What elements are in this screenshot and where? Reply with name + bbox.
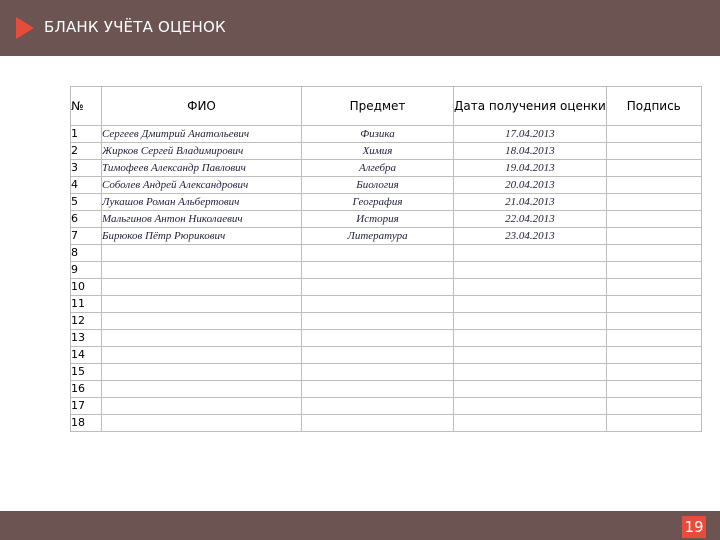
cell-date [454, 296, 607, 313]
cell-fio: Соболев Андрей Александрович [102, 177, 302, 194]
header-signature: Подпись [606, 87, 701, 126]
cell-subject [302, 330, 454, 347]
cell-subject [302, 364, 454, 381]
cell-date [454, 398, 607, 415]
cell-signature [606, 194, 701, 211]
cell-fio [102, 296, 302, 313]
row-number: 11 [71, 296, 102, 313]
table-row [71, 364, 702, 381]
cell-fio [102, 398, 302, 415]
table-row [71, 211, 702, 228]
cell-date [454, 347, 607, 364]
title-bar [0, 0, 720, 56]
table-header-row [71, 87, 702, 126]
cell-date [454, 313, 607, 330]
cell-fio [102, 313, 302, 330]
header-fio: ФИО [102, 87, 302, 126]
cell-date: 22.04.2013 [454, 211, 607, 228]
table-row [71, 415, 702, 432]
cell-signature [606, 262, 701, 279]
row-number: 3 [71, 160, 102, 177]
table-row [71, 381, 702, 398]
cell-signature [606, 126, 701, 143]
cell-fio: Тимофеев Александр Павлович [102, 160, 302, 177]
cell-date: 23.04.2013 [454, 228, 607, 245]
cell-signature [606, 415, 701, 432]
cell-date [454, 330, 607, 347]
row-number: 16 [71, 381, 102, 398]
cell-subject [302, 245, 454, 262]
table-row [71, 245, 702, 262]
row-number: 14 [71, 347, 102, 364]
cell-signature [606, 177, 701, 194]
cell-subject: Литература [302, 228, 454, 245]
cell-fio [102, 330, 302, 347]
cell-signature [606, 160, 701, 177]
table-row [71, 143, 702, 160]
row-number: 6 [71, 211, 102, 228]
cell-date [454, 262, 607, 279]
cell-signature [606, 381, 701, 398]
table-row [71, 279, 702, 296]
cell-subject [302, 398, 454, 415]
table-row [71, 126, 702, 143]
table-row [71, 398, 702, 415]
row-number: 7 [71, 228, 102, 245]
row-number: 15 [71, 364, 102, 381]
row-number: 9 [71, 262, 102, 279]
row-number: 8 [71, 245, 102, 262]
cell-date: 19.04.2013 [454, 160, 607, 177]
row-number: 18 [71, 415, 102, 432]
cell-fio: Сергеев Дмитрий Анатольевич [102, 126, 302, 143]
cell-subject: Физика [302, 126, 454, 143]
row-number: 10 [71, 279, 102, 296]
cell-subject [302, 381, 454, 398]
cell-signature [606, 279, 701, 296]
cell-subject [302, 313, 454, 330]
row-number: 2 [71, 143, 102, 160]
cell-subject [302, 279, 454, 296]
table-row [71, 313, 702, 330]
table-row [71, 330, 702, 347]
cell-subject: Химия [302, 143, 454, 160]
table-row [71, 347, 702, 364]
cell-date [454, 415, 607, 432]
cell-fio [102, 262, 302, 279]
cell-date [454, 279, 607, 296]
cell-subject [302, 296, 454, 313]
cell-signature [606, 347, 701, 364]
cell-fio: Лукашов Роман Альбертович [102, 194, 302, 211]
row-number: 5 [71, 194, 102, 211]
row-number: 4 [71, 177, 102, 194]
table-row [71, 228, 702, 245]
cell-fio [102, 245, 302, 262]
row-number: 12 [71, 313, 102, 330]
table-row [71, 296, 702, 313]
cell-fio [102, 347, 302, 364]
row-number: 1 [71, 126, 102, 143]
cell-date: 17.04.2013 [454, 126, 607, 143]
row-number: 17 [71, 398, 102, 415]
cell-date: 21.04.2013 [454, 194, 607, 211]
cell-subject [302, 262, 454, 279]
cell-fio [102, 279, 302, 296]
cell-subject: Алгебра [302, 160, 454, 177]
cell-date [454, 381, 607, 398]
header-num: № [71, 87, 102, 126]
page-title: БЛАНК УЧЁТА ОЦЕНОК [44, 18, 226, 36]
cell-signature [606, 330, 701, 347]
cell-date: 20.04.2013 [454, 177, 607, 194]
cell-fio: Бирюков Пётр Рюрикович [102, 228, 302, 245]
footer-bar [0, 511, 720, 540]
cell-subject: История [302, 211, 454, 228]
cell-subject [302, 415, 454, 432]
grades-table [70, 86, 702, 432]
cell-fio: Жирков Сергей Владимирович [102, 143, 302, 160]
cell-date: 18.04.2013 [454, 143, 607, 160]
cell-signature [606, 313, 701, 330]
cell-signature [606, 211, 701, 228]
cell-signature [606, 228, 701, 245]
cell-signature [606, 296, 701, 313]
cell-subject [302, 347, 454, 364]
row-number: 13 [71, 330, 102, 347]
cell-signature [606, 143, 701, 160]
cell-signature [606, 364, 701, 381]
header-date: Дата получения оценки [454, 87, 607, 126]
cell-fio [102, 415, 302, 432]
table-row [71, 262, 702, 279]
table-row [71, 160, 702, 177]
cell-fio: Мальгинов Антон Николаевич [102, 211, 302, 228]
cell-date [454, 364, 607, 381]
cell-subject: Биология [302, 177, 454, 194]
cell-subject: География [302, 194, 454, 211]
cell-fio [102, 364, 302, 381]
cell-signature [606, 245, 701, 262]
header-subject: Предмет [302, 87, 454, 126]
table-row [71, 194, 702, 211]
page-number: 19 [682, 516, 706, 538]
cell-signature [606, 398, 701, 415]
cell-fio [102, 381, 302, 398]
cell-date [454, 245, 607, 262]
table-row [71, 177, 702, 194]
play-arrow-icon [16, 17, 34, 39]
